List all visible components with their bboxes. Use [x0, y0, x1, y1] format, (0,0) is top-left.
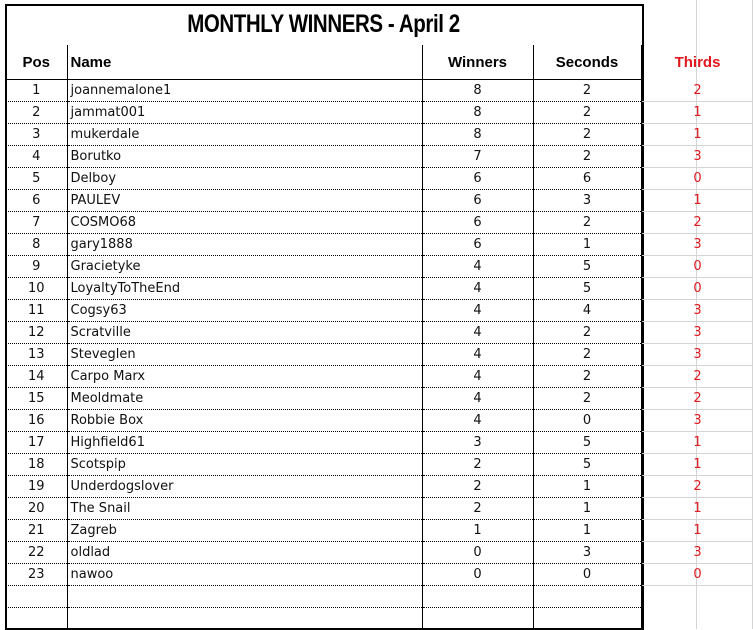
table-row	[6, 322, 641, 344]
table-row	[6, 146, 641, 168]
cell-thirds[interactable]: 2	[642, 388, 753, 410]
cell-pos[interactable]: 2	[6, 102, 67, 124]
cell-seconds[interactable]: 4	[533, 300, 641, 322]
cell-name[interactable]: Gracietyke	[67, 256, 422, 278]
header-row	[6, 45, 641, 80]
cell-seconds[interactable]: 6	[533, 168, 641, 190]
empty-cell[interactable]	[67, 586, 422, 608]
cell-seconds[interactable]: 1	[533, 498, 641, 520]
table-row	[6, 564, 641, 586]
page-title: MONTHLY WINNERS - April 2	[187, 9, 460, 38]
cell-pos[interactable]: 20	[6, 498, 67, 520]
empty-cell[interactable]	[67, 608, 422, 630]
cell-pos[interactable]: 12	[6, 322, 67, 344]
table-row	[6, 168, 641, 190]
cell-thirds[interactable]: 3	[642, 146, 753, 168]
winners-table	[6, 45, 642, 630]
cell-pos[interactable]: 3	[6, 124, 67, 146]
cell-thirds[interactable]: 2	[642, 366, 753, 388]
header-pos[interactable]: Pos	[6, 45, 67, 80]
cell-pos[interactable]: 4	[6, 146, 67, 168]
cell-thirds[interactable]: 2	[642, 212, 753, 234]
table-row	[6, 476, 641, 498]
cell-winners[interactable]: 6	[422, 168, 533, 190]
cell-pos[interactable]: 13	[6, 344, 67, 366]
table-row	[6, 212, 641, 234]
table-row	[6, 278, 641, 300]
cell-winners[interactable]: 0	[422, 542, 533, 564]
cell-seconds[interactable]: 3	[533, 542, 641, 564]
cell-name[interactable]: Meoldmate	[67, 388, 422, 410]
cell-winners[interactable]: 8	[422, 102, 533, 124]
table-row	[6, 542, 641, 564]
cell-winners[interactable]: 6	[422, 190, 533, 212]
table-row	[6, 454, 641, 476]
cell-seconds[interactable]: 2	[533, 322, 641, 344]
header-seconds[interactable]: Seconds	[533, 45, 641, 80]
empty-cell[interactable]	[6, 586, 67, 608]
table-row	[6, 300, 641, 322]
cell-seconds[interactable]: 2	[533, 102, 641, 124]
cell-thirds[interactable]: 3	[642, 542, 753, 564]
cell-seconds[interactable]: 0	[533, 410, 641, 432]
cell-winners[interactable]: 8	[422, 80, 533, 102]
cell-winners[interactable]: 4	[422, 388, 533, 410]
cell-pos[interactable]: 22	[6, 542, 67, 564]
cell-pos[interactable]: 14	[6, 366, 67, 388]
cell-seconds[interactable]: 1	[533, 234, 641, 256]
cell-pos[interactable]: 10	[6, 278, 67, 300]
table-row	[6, 190, 641, 212]
cell-thirds[interactable]: 1	[642, 454, 753, 476]
cell-name[interactable]: COSMO68	[67, 212, 422, 234]
cell-winners[interactable]: 4	[422, 278, 533, 300]
cell-name[interactable]: Borutko	[67, 146, 422, 168]
cell-name[interactable]: Zagreb	[67, 520, 422, 542]
cell-thirds[interactable]: 0	[642, 256, 753, 278]
table-row	[6, 256, 641, 278]
cell-name[interactable]: joannemalone1	[67, 80, 422, 102]
cell-winners[interactable]: 6	[422, 212, 533, 234]
cell-seconds[interactable]: 1	[533, 476, 641, 498]
table-row	[6, 388, 641, 410]
cell-seconds[interactable]: 3	[533, 190, 641, 212]
cell-thirds[interactable]: 3	[642, 344, 753, 366]
cell-seconds[interactable]: 1	[533, 520, 641, 542]
thirds-column	[642, 45, 753, 586]
cell-thirds[interactable]: 1	[642, 432, 753, 454]
cell-seconds[interactable]: 5	[533, 256, 641, 278]
cell-name[interactable]: nawoo	[67, 564, 422, 586]
cell-thirds[interactable]: 0	[642, 168, 753, 190]
empty-cell[interactable]	[422, 608, 533, 630]
cell-pos[interactable]: 17	[6, 432, 67, 454]
cell-pos[interactable]: 16	[6, 410, 67, 432]
cell-name[interactable]: mukerdale	[67, 124, 422, 146]
cell-winners[interactable]: 4	[422, 300, 533, 322]
cell-pos[interactable]: 15	[6, 388, 67, 410]
cell-name[interactable]: Steveglen	[67, 344, 422, 366]
cell-thirds[interactable]: 1	[642, 102, 753, 124]
cell-thirds[interactable]: 2	[642, 80, 753, 102]
cell-seconds[interactable]: 2	[533, 80, 641, 102]
cell-seconds[interactable]: 5	[533, 432, 641, 454]
cell-pos[interactable]: 21	[6, 520, 67, 542]
table-row	[6, 124, 641, 146]
cell-winners[interactable]: 3	[422, 432, 533, 454]
cell-name[interactable]: LoyaltyToTheEnd	[67, 278, 422, 300]
cell-thirds[interactable]: 2	[642, 476, 753, 498]
cell-seconds[interactable]: 2	[533, 124, 641, 146]
cell-winners[interactable]: 4	[422, 366, 533, 388]
cell-winners[interactable]: 4	[422, 256, 533, 278]
cell-seconds[interactable]: 5	[533, 454, 641, 476]
empty-row	[6, 608, 641, 630]
cell-name[interactable]: Underdogslover	[67, 476, 422, 498]
cell-name[interactable]: Scotspip	[67, 454, 422, 476]
cell-thirds[interactable]: 3	[642, 410, 753, 432]
cell-name[interactable]: Carpo Marx	[67, 366, 422, 388]
cell-seconds[interactable]: 2	[533, 366, 641, 388]
header-winners[interactable]: Winners	[422, 45, 533, 80]
cell-winners[interactable]: 6	[422, 234, 533, 256]
cell-thirds[interactable]: 1	[642, 190, 753, 212]
cell-name[interactable]: PAULEV	[67, 190, 422, 212]
empty-cell[interactable]	[422, 586, 533, 608]
table-row	[6, 102, 641, 124]
cell-winners[interactable]: 2	[422, 498, 533, 520]
cell-winners[interactable]: 2	[422, 454, 533, 476]
cell-name[interactable]: Cogsy63	[67, 300, 422, 322]
cell-seconds[interactable]: 2	[533, 388, 641, 410]
cell-winners[interactable]: 4	[422, 344, 533, 366]
header-name[interactable]: Name	[67, 45, 422, 80]
cell-winners[interactable]: 0	[422, 564, 533, 586]
table-row	[6, 520, 641, 542]
cell-pos[interactable]: 18	[6, 454, 67, 476]
header-thirds[interactable]: Thirds	[674, 54, 721, 71]
table-row	[6, 410, 641, 432]
cell-winners[interactable]: 7	[422, 146, 533, 168]
cell-pos[interactable]: 8	[6, 234, 67, 256]
cell-pos[interactable]: 23	[6, 564, 67, 586]
cell-name[interactable]: jammat001	[67, 102, 422, 124]
cell-name[interactable]: Robbie Box	[67, 410, 422, 432]
cell-winners[interactable]: 2	[422, 476, 533, 498]
table-row	[6, 498, 641, 520]
table-row	[6, 80, 641, 102]
cell-thirds[interactable]: 3	[642, 322, 753, 344]
cell-name[interactable]: Highfield61	[67, 432, 422, 454]
cell-pos[interactable]: 7	[6, 212, 67, 234]
cell-thirds[interactable]: 1	[642, 520, 753, 542]
cell-winners[interactable]: 4	[422, 322, 533, 344]
cell-seconds[interactable]: 2	[533, 344, 641, 366]
cell-thirds[interactable]: 3	[642, 300, 753, 322]
cell-winners[interactable]: 8	[422, 124, 533, 146]
table-row	[6, 234, 641, 256]
empty-row	[6, 586, 641, 608]
cell-pos[interactable]: 1	[6, 80, 67, 102]
cell-name[interactable]: oldlad	[67, 542, 422, 564]
cell-thirds[interactable]: 1	[642, 124, 753, 146]
cell-seconds[interactable]: 5	[533, 278, 641, 300]
empty-cell[interactable]	[6, 608, 67, 630]
cell-name[interactable]: Delboy	[67, 168, 422, 190]
table-row	[6, 344, 641, 366]
cell-winners[interactable]: 1	[422, 520, 533, 542]
cell-thirds[interactable]: 0	[642, 278, 753, 300]
cell-pos[interactable]: 11	[6, 300, 67, 322]
cell-name[interactable]: gary1888	[67, 234, 422, 256]
cell-thirds[interactable]: 3	[642, 234, 753, 256]
cell-name[interactable]: Scratville	[67, 322, 422, 344]
cell-thirds[interactable]: 1	[642, 498, 753, 520]
cell-seconds[interactable]: 2	[533, 146, 641, 168]
empty-cell[interactable]	[533, 608, 641, 630]
cell-seconds[interactable]: 0	[533, 564, 641, 586]
cell-pos[interactable]: 19	[6, 476, 67, 498]
empty-cell[interactable]	[533, 586, 641, 608]
table-row	[6, 432, 641, 454]
cell-seconds[interactable]: 2	[533, 212, 641, 234]
cell-pos[interactable]: 9	[6, 256, 67, 278]
cell-thirds[interactable]: 0	[642, 564, 753, 586]
cell-name[interactable]: The Snail	[67, 498, 422, 520]
cell-pos[interactable]: 5	[6, 168, 67, 190]
cell-winners[interactable]: 4	[422, 410, 533, 432]
cell-pos[interactable]: 6	[6, 190, 67, 212]
table-row	[6, 366, 641, 388]
